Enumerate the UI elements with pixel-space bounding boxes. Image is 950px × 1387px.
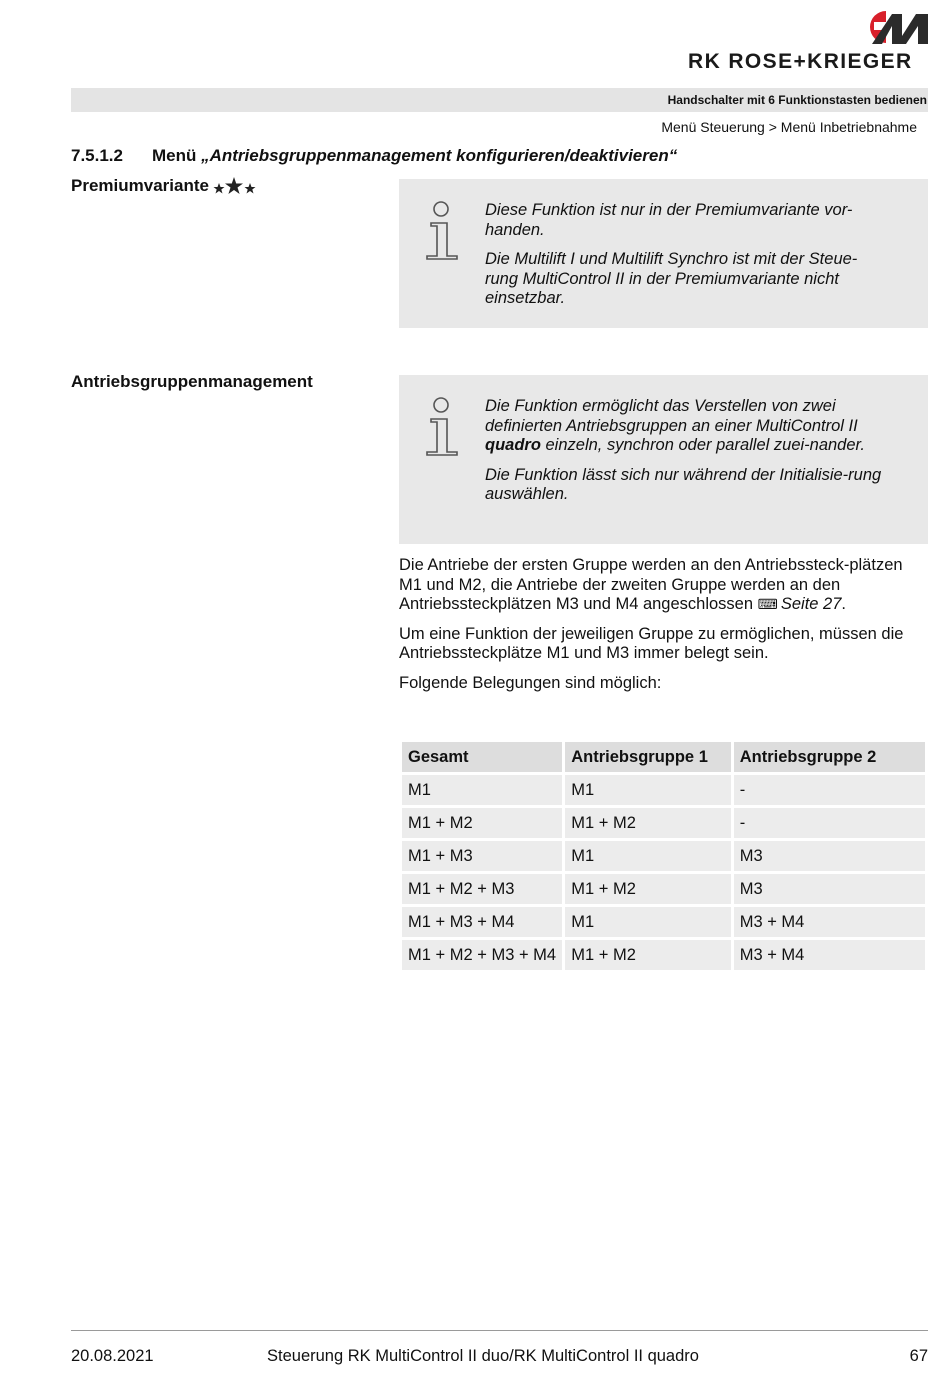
info-text-premium [485,201,888,319]
table-cell: - [734,808,925,838]
page-reference-link[interactable]: Seite 27 [780,595,842,614]
assignment-table [399,739,928,973]
breadcrumb: Menü Steuerung > Menü Inbetriebnahme [661,119,917,135]
table-header-cell: Antriebsgruppe 1 [565,742,730,772]
info-icon [425,397,461,457]
info-text-bold: quadro [485,436,541,455]
section-title-italic: „Antriebsgruppenmanagement konfigurieren/deaktivieren“ [201,146,678,165]
table-cell: M1 + M2 + M3 + M4 [402,940,562,970]
chapter-title: Handschalter mit 6 Funktionstasten bedienen [667,93,927,107]
body-text-part: . [841,595,846,614]
info-paragraph: Die Multilift I und Multilift Synchro ist mit der Steue-rung MultiControl II in der Premiumvariante nicht einsetzbar. [485,250,858,308]
table-header-cell: Gesamt [402,742,562,772]
table-cell: M1 + M3 [402,841,562,871]
body-text [399,556,928,704]
body-text-part: Die Antriebe der ersten Gruppe werden an den Antriebssteck-plätzen M1 und M2, die Antriebe der zweiten Gruppe werden an den Antriebssteckplätzen M3 und M4 angeschlossen [399,556,903,614]
body-paragraph: Um eine Funktion der jeweiligen Gruppe zu ermöglichen, müssen die Antriebssteckplätze M1 und M3 immer belegt sein. [399,624,904,663]
page-reference-icon: ⌨ [757,596,778,613]
agm-label: Antriebsgruppenmanagement [71,372,313,391]
section-title [152,146,677,166]
table-cell: M3 + M4 [734,940,925,970]
table-cell: M1 + M2 + M3 [402,874,562,904]
info-paragraph: Die Funktion lässt sich nur während der Initialisie-rung auswählen. [485,465,882,504]
info-box-premium [399,179,928,328]
table-cell: M3 [734,841,925,871]
footer-title: Steuerung RK MultiControl II duo/RK MultiControl II quadro [267,1347,699,1365]
table-cell: M1 + M2 [565,940,730,970]
table-cell: M1 + M2 [565,874,730,904]
info-text-part: Die Funktion ermöglicht das Verstellen von zwei definierten Antriebsgruppen an einer MultiControl II [485,397,858,435]
section-number: 7.5.1.2 [71,146,123,165]
premium-stars-icon [213,176,257,194]
table-cell: M1 [565,775,730,805]
info-box-agm [399,375,928,544]
logo-mark-icon [686,8,928,52]
info-text-part: einzeln, synchron oder parallel zuei-nander. [540,436,866,455]
premium-label-text: Premiumvariante [71,176,209,195]
footer-divider [71,1330,928,1331]
table-row [402,841,925,871]
body-paragraph: Folgende Belegungen sind möglich: [399,673,662,692]
premium-label [71,176,257,196]
table-cell: - [734,775,925,805]
info-paragraph [485,397,888,456]
table-cell: M1 [565,841,730,871]
table-cell: M1 + M3 + M4 [402,907,562,937]
body-paragraph [399,556,928,615]
table-cell: M1 [402,775,562,805]
table-cell: M1 + M2 [565,808,730,838]
table-cell: M1 + M2 [402,808,562,838]
table-cell: M1 [565,907,730,937]
table-cell: M3 + M4 [734,907,925,937]
table-row [402,874,925,904]
table-header-cell: Antriebsgruppe 2 [734,742,925,772]
table-row [402,775,925,805]
footer-date: 20.08.2021 [71,1347,154,1365]
logo-text: RK ROSE+KRIEGER [688,50,913,73]
table-cell: M3 [734,874,925,904]
section-title-prefix: Menü [152,146,202,165]
page-number: 67 [909,1347,928,1365]
info-text-agm [485,397,888,515]
info-icon [425,201,461,261]
table-row [402,907,925,937]
table-row [402,940,925,970]
info-paragraph: Diese Funktion ist nur in der Premiumvariante vor-handen. [485,201,853,239]
table-row [402,808,925,838]
table-header-row [402,742,925,772]
